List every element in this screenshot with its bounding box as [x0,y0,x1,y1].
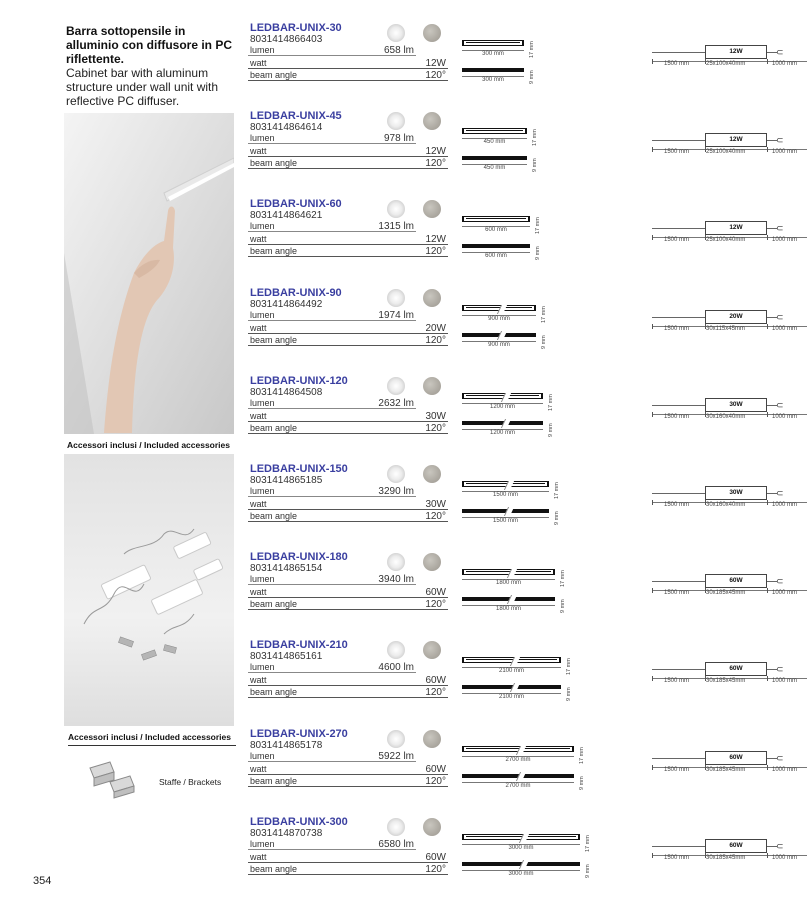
spec-value: 12W [425,58,446,69]
spec-value: 978 lm [383,133,414,144]
bar-profile-top [462,128,527,134]
dimension-drawing [462,740,592,804]
spec-key: beam angle [250,335,298,345]
spec-value: 120° [425,70,446,81]
dimension-drawing [462,122,592,186]
cable1-label: 1500 mm [664,326,690,332]
length-label: 1800 mm [495,580,521,586]
spec-value: 30W [425,411,446,422]
spec-value: 120° [425,335,446,346]
spec-value: 30W [425,499,446,510]
spec-key: beam angle [250,599,298,609]
product-row [248,287,807,375]
product-photo-hand [64,113,234,434]
length-label: 2100 mm [498,694,524,700]
wiring-diagram [652,220,807,250]
product-code: 8031414864492 [250,299,323,310]
spec-key: watt [250,587,267,597]
bar-profile-top [462,40,524,46]
driver-box: 60W [705,839,767,853]
spec-value: 658 lm [383,45,414,56]
length-label: 3000 mm [508,871,534,877]
height-label-top: 17 mm [554,482,560,499]
spec-lumen [248,572,416,585]
length-label: 300 mm [482,51,504,57]
cable-line [652,669,705,670]
spec-key: lumen [250,486,275,496]
product-row [248,639,807,727]
product-name: LEDBAR-UNIX-180 [250,551,348,563]
spec-beam-angle [248,774,448,787]
height-label-bottom: 9 mm [532,158,538,172]
cable2-label: 1000 mm [772,61,798,67]
spec-value: 120° [425,423,446,434]
height-label-top: 17 mm [529,41,535,58]
accessories-photo [64,454,234,726]
page-number: 354 [33,875,52,887]
wiring-diagram [652,132,807,162]
spec-value: 1974 lm [378,310,414,321]
spec-lumen [248,308,416,321]
height-label-top: 17 mm [566,658,572,675]
product-name: LEDBAR-UNIX-300 [250,816,348,828]
spec-key: beam angle [250,776,298,786]
spec-lumen [248,219,416,232]
product-name: LEDBAR-UNIX-30 [250,22,342,34]
product-name: LEDBAR-UNIX-90 [250,287,342,299]
driver-dims-label: 30x185x45mm [706,767,746,773]
spec-key: watt [250,323,267,333]
spec-beam-angle [248,68,448,81]
driver-box: 30W [705,398,767,412]
dimension-drawing [462,210,592,274]
brackets-label: Staffe / Brackets [159,777,222,787]
dimension-tick [652,500,653,505]
product-name: LEDBAR-UNIX-45 [250,110,342,122]
spec-key: lumen [250,574,275,584]
spec-beam-angle [248,862,448,875]
cable-line [652,581,705,582]
cable1-label: 1500 mm [664,61,690,67]
plug-icon: ⊂ [776,223,784,233]
wiring-diagram [652,661,807,691]
dimension-drawing [462,387,592,451]
cable-line [652,52,705,53]
height-label-top: 17 mm [541,306,547,323]
product-name: LEDBAR-UNIX-150 [250,463,348,475]
height-label-bottom: 9 mm [554,511,560,525]
cable1-label: 1500 mm [664,678,690,684]
bar-profile-top [462,216,530,222]
spec-key: lumen [250,45,275,55]
spec-beam-angle [248,509,448,522]
spec-beam-angle [248,685,448,698]
dimension-tick [652,59,653,64]
driver-dims-label: 30x185x45mm [706,678,746,684]
length-label: 1500 mm [492,492,518,498]
spec-value: 120° [425,687,446,698]
driver-box: 12W [705,133,767,147]
cable2-label: 1000 mm [772,149,798,155]
accessories-label-2: Accessori inclusi / Included accessories [68,732,236,746]
driver-dims-label: 30x185x45mm [706,855,746,861]
product-name: LEDBAR-UNIX-270 [250,728,348,740]
spec-lumen [248,660,416,673]
height-label-bottom: 9 mm [560,599,566,613]
plug-icon: ⊂ [776,753,784,763]
cable1-label: 1500 mm [664,149,690,155]
length-label: 600 mm [485,253,507,259]
dimension-tick [652,853,653,858]
height-label-bottom: 9 mm [585,864,591,878]
spec-key: lumen [250,398,275,408]
finish-swatch-grey [423,377,441,395]
plug-icon: ⊂ [776,576,784,586]
dimension-tick [767,235,768,240]
spec-key: watt [250,411,267,421]
driver-box: 12W [705,45,767,59]
cable2-label: 1000 mm [772,590,798,596]
product-name: LEDBAR-UNIX-210 [250,639,348,651]
spec-value: 120° [425,776,446,787]
spec-key: lumen [250,133,275,143]
driver-dims-label: 25x100x40mm [706,61,746,67]
height-label-bottom: 9 mm [529,70,535,84]
product-row [248,22,807,110]
spec-value: 1315 lm [378,221,414,232]
height-label-top: 17 mm [560,570,566,587]
length-label: 600 mm [485,227,507,233]
height-label-top: 17 mm [548,394,554,411]
cable-line [652,140,705,141]
brackets-image [80,758,148,800]
finish-swatch-white [387,289,405,307]
length-label: 900 mm [488,316,510,322]
dimension-tick [652,588,653,593]
plug-icon: ⊂ [776,400,784,410]
product-code: 8031414864614 [250,122,323,133]
bar-profile-bottom [462,244,530,248]
spec-beam-angle [248,333,448,346]
cable-line [652,228,705,229]
product-row [248,375,807,463]
dimension-tick [767,853,768,858]
driver-dims-label: 25x100x40mm [706,237,746,243]
cable2-label: 1000 mm [772,326,798,332]
spec-key: beam angle [250,687,298,697]
dimension-tick [652,147,653,152]
wiring-diagram [652,397,807,427]
spec-key: lumen [250,221,275,231]
dimension-tick [767,412,768,417]
spec-key: beam angle [250,158,298,168]
spec-key: beam angle [250,423,298,433]
length-label: 2100 mm [498,668,524,674]
bar-profile-bottom [462,156,527,160]
spec-lumen [248,484,416,497]
spec-value: 20W [425,323,446,334]
length-label: 1800 mm [495,606,521,612]
dimension-tick [767,765,768,770]
dimension-tick [767,147,768,152]
spec-beam-angle [248,421,448,434]
plug-icon: ⊂ [776,47,784,57]
finish-swatch-grey [423,641,441,659]
dimension-tick [767,324,768,329]
finish-swatch-grey [423,465,441,483]
spec-value: 2632 lm [378,398,414,409]
intro-text [66,24,236,108]
wiring-diagram [652,750,807,780]
dimension-tick [652,235,653,240]
dimension-tick [652,676,653,681]
driver-dims-label: 25x100x40mm [706,149,746,155]
length-label: 900 mm [488,342,510,348]
length-label: 3000 mm [508,845,534,851]
spec-key: beam angle [250,70,298,80]
bar-profile-bottom [462,68,524,72]
driver-box: 30W [705,486,767,500]
cable1-label: 1500 mm [664,414,690,420]
cable2-label: 1000 mm [772,502,798,508]
finish-swatch-white [387,553,405,571]
spec-lumen [248,396,416,409]
finish-swatch-white [387,112,405,130]
finish-swatch-white [387,24,405,42]
dimension-drawing [462,563,592,627]
dimension-tick [767,59,768,64]
spec-value: 12W [425,234,446,245]
spec-value: 120° [425,864,446,875]
height-label-bottom: 9 mm [535,246,541,260]
product-name: LEDBAR-UNIX-60 [250,198,342,210]
driver-dims-label: 30x160x40mm [706,414,746,420]
finish-swatch-white [387,818,405,836]
dimension-tick [767,500,768,505]
dimension-tick [767,676,768,681]
spec-key: watt [250,764,267,774]
cable1-label: 1500 mm [664,855,690,861]
finish-swatch-grey [423,24,441,42]
spec-key: lumen [250,310,275,320]
dimension-drawing [462,651,592,715]
driver-box: 60W [705,574,767,588]
product-code: 8031414864621 [250,210,323,221]
driver-dims-label: 30x160x40mm [706,502,746,508]
plug-icon: ⊂ [776,841,784,851]
spec-lumen [248,43,416,56]
finish-swatch-white [387,465,405,483]
cable2-label: 1000 mm [772,414,798,420]
plug-icon: ⊂ [776,135,784,145]
product-code: 8031414865161 [250,651,323,662]
spec-value: 120° [425,246,446,257]
dimension-tick [652,324,653,329]
product-code: 8031414865185 [250,475,323,486]
plug-icon: ⊂ [776,664,784,674]
height-label-top: 17 mm [532,129,538,146]
spec-value: 3290 lm [378,486,414,497]
spec-lumen [248,749,416,762]
spec-beam-angle [248,597,448,610]
product-row [248,463,807,551]
finish-swatch-grey [423,553,441,571]
length-label: 450 mm [483,165,506,171]
wiring-diagram [652,838,807,868]
spec-value: 60W [425,587,446,598]
wiring-diagram [652,44,807,74]
spec-value: 3940 lm [378,574,414,585]
driver-box: 60W [705,662,767,676]
spec-key: lumen [250,839,275,849]
dimension-tick [652,765,653,770]
accessories-label: Accessori inclusi / Included accessories [67,440,230,450]
cable2-label: 1000 mm [772,678,798,684]
height-label-bottom: 9 mm [579,776,585,790]
driver-box: 60W [705,751,767,765]
driver-box: 20W [705,310,767,324]
spec-lumen [248,837,416,850]
intro-title-it: Barra sottopensile in alluminio con diffusore in PC riflettente. [66,24,233,66]
length-label: 1500 mm [492,518,518,524]
length-label: 2700 mm [505,783,531,789]
spec-key: beam angle [250,864,298,874]
cable2-label: 1000 mm [772,767,798,773]
product-row [248,198,807,286]
spec-value: 60W [425,675,446,686]
spec-value: 6580 lm [378,839,414,850]
wiring-diagram [652,573,807,603]
finish-swatch-grey [423,818,441,836]
cable1-label: 1500 mm [664,237,690,243]
length-label: 2700 mm [505,757,531,763]
dimension-tick [652,412,653,417]
spec-value: 5922 lm [378,751,414,762]
finish-swatch-white [387,377,405,395]
finish-swatch-white [387,641,405,659]
height-label-bottom: 9 mm [548,423,554,437]
finish-swatch-grey [423,730,441,748]
intro-title-en: Cabinet bar with aluminum structure under wall unit with reflective PC diffuser. [66,66,219,108]
product-name: LEDBAR-UNIX-120 [250,375,348,387]
dimension-tick [767,588,768,593]
spec-key: watt [250,852,267,862]
finish-swatch-grey [423,112,441,130]
product-row [248,816,807,904]
dimension-drawing [462,34,592,98]
spec-value: 60W [425,764,446,775]
spec-value: 12W [425,146,446,157]
finish-swatch-grey [423,200,441,218]
cable1-label: 1500 mm [664,590,690,596]
length-label: 1200 mm [489,404,515,410]
dimension-drawing [462,299,592,363]
product-row [248,728,807,816]
spec-value: 120° [425,158,446,169]
spec-value: 4600 lm [378,662,414,673]
spec-key: beam angle [250,246,298,256]
cable2-label: 1000 mm [772,237,798,243]
product-code: 8031414866403 [250,34,323,45]
spec-key: watt [250,58,267,68]
length-label: 300 mm [482,77,504,83]
dimension-drawing [462,475,592,539]
cable1-label: 1500 mm [664,767,690,773]
spec-key: watt [250,499,267,509]
cable1-label: 1500 mm [664,502,690,508]
height-label-top: 17 mm [585,835,591,852]
plug-icon: ⊂ [776,312,784,322]
height-label-bottom: 9 mm [541,335,547,349]
product-row [248,551,807,639]
spec-key: lumen [250,662,275,672]
cable-line [652,317,705,318]
spec-beam-angle [248,244,448,257]
spec-key: watt [250,234,267,244]
height-label-bottom: 9 mm [566,687,572,701]
height-label-top: 17 mm [535,217,541,234]
finish-swatch-grey [423,289,441,307]
cable-line [652,493,705,494]
finish-swatch-white [387,200,405,218]
cable-line [652,405,705,406]
driver-dims-label: 30x115x45mm [706,326,745,332]
height-label-top: 17 mm [579,747,585,764]
product-code: 8031414864508 [250,387,323,398]
spec-lumen [248,131,416,144]
driver-dims-label: 30x185x45mm [706,590,746,596]
plug-icon: ⊂ [776,488,784,498]
cable2-label: 1000 mm [772,855,798,861]
length-label: 1200 mm [489,430,515,436]
cable-line [652,846,705,847]
product-code: 8031414865178 [250,740,323,751]
product-code: 8031414870738 [250,828,323,839]
spec-key: watt [250,146,267,156]
length-label: 450 mm [483,139,506,145]
spec-value: 120° [425,599,446,610]
spec-key: watt [250,675,267,685]
spec-key: lumen [250,751,275,761]
spec-value: 60W [425,852,446,863]
driver-box: 12W [705,221,767,235]
spec-value: 120° [425,511,446,522]
spec-key: beam angle [250,511,298,521]
wiring-diagram [652,309,807,339]
cable-line [652,758,705,759]
spec-beam-angle [248,156,448,169]
dimension-drawing [462,828,592,892]
product-code: 8031414865154 [250,563,323,574]
wiring-diagram [652,485,807,515]
finish-swatch-white [387,730,405,748]
product-row [248,110,807,198]
